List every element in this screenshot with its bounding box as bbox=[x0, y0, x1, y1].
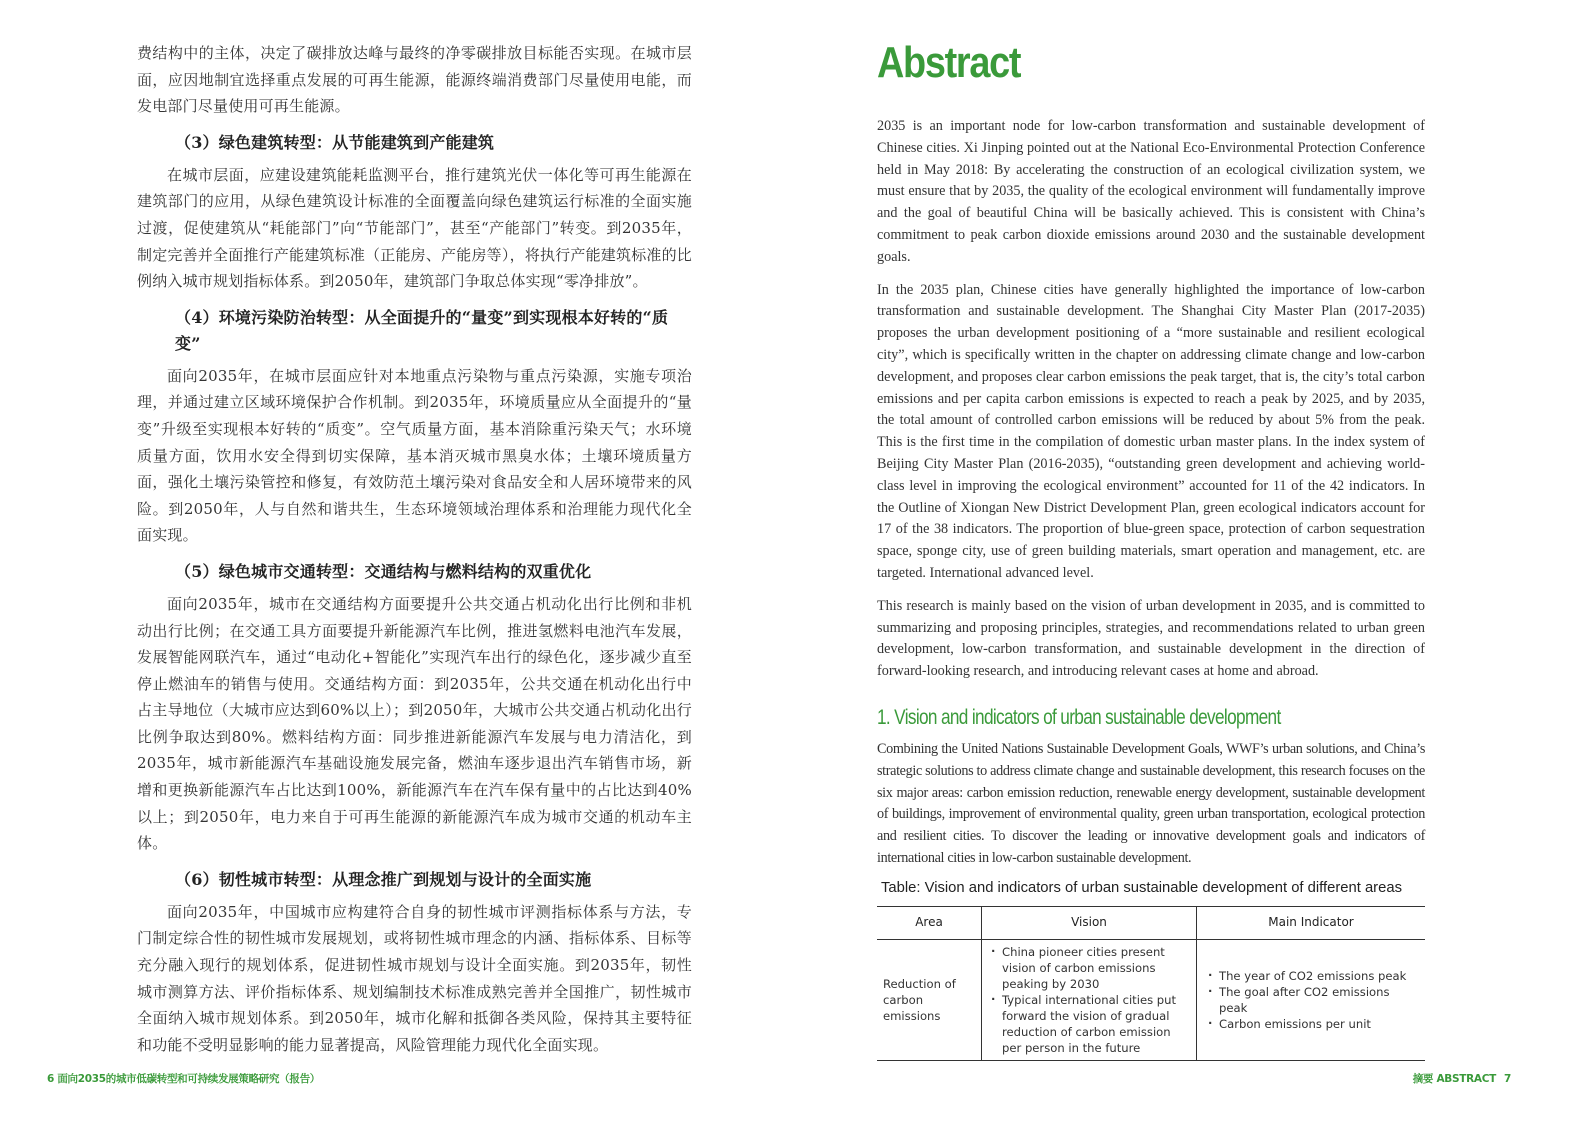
indicator-bullet: · The goal after CO2 emissions peak bbox=[1203, 984, 1419, 1016]
right-page bbox=[794, 0, 1587, 1122]
section-heading-vision-indicators: 1. Vision and indicators of urban sustainable development bbox=[877, 705, 1281, 729]
table-header-main-indicator: Main Indicator bbox=[1197, 906, 1426, 939]
vision-bullet: · China pioneer cities present vision of carbon emissions peaking by 2030 bbox=[986, 944, 1190, 992]
section-heading-pollution-control: （4）环境污染防治转型：从全面提升的“量变”到实现根本好转的“质变” bbox=[175, 307, 669, 353]
footer-right-running-title bbox=[1413, 1071, 1511, 1086]
abstract-paragraph: 2035 is an important node for low-carbon transformation and sustainable development of Chinese cities. Xi Jinping pointed out at the National Eco-Environmental Protection Conference held in May 2018: By accelerating the construction of an ecological civilization system, we must ensure that by 2035, the quality of the ecological environment will fundamentally improve and the goal of beautiful China will be basically achieved. This is consistent with China’s commitment to peak carbon dioxide emissions around 2030 and the sustainable development goals. bbox=[877, 118, 1425, 265]
table-header-area: Area bbox=[877, 906, 982, 939]
abstract-paragraph: In the 2035 plan, Chinese cities have generally highlighted the importance of low-carbon transformation and sustainable development. The Shanghai City Master Plan (2017-2035) proposes the urban development positioning of a “more sustainable and resilient ecological city”, which is specifically written in the chapter on addressing climate change and low-carbon development, and proposes clear carbon emissions the peak target, that is, the city’s total carbon emissions and per capita carbon emissions is expected to reach a peak by 2025, and by 2035, the total amount of controlled carbon emissions will be reduced by about 5% from the peak. This is the first time in the compilation of domestic urban master plans. In the index system of Beijing City Master Plan (2016-2035), “outstanding green development and achieving world-class level in improving the ecological environment” accounted for 11 of the 42 indicators. In the Outline of Xiongan New District Development Plan, green ecological indicators account for 17 of the 38 indicators. The proportion of blue-green space, protection of carbon sequestration space, sponge city, use of green building materials, smart operation and management, etc. are targeted. International advanced level. bbox=[877, 281, 1425, 581]
table-row bbox=[877, 939, 1425, 1060]
table-caption: Table: Vision and indicators of urban sustainable development of different areas bbox=[881, 879, 1402, 896]
right-body-column bbox=[877, 116, 1425, 1061]
table-header-row bbox=[877, 906, 1425, 939]
indicator-bullet: · Carbon emissions per unit bbox=[1203, 1016, 1419, 1032]
section-body-green-building: 在城市层面，应建设建筑能耗监测平台，推行建筑光伏一体化等可再生能源在建筑部门的应用，从绿色建筑设计标准的全面覆盖向绿色建筑运行标准的全面实施过渡，促使建筑从“耗能部门”向“节能部门”，甚至“产能部门”转变。到2035年，制定完善并全面推行产能建筑标准（正能房、产能房等），将执行产能建筑标准的比例纳入城市规划指标体系。到2050年，建筑部门争取总体实现“零净排放”。 bbox=[137, 165, 692, 291]
indicators-table bbox=[877, 906, 1425, 1061]
section-paragraph: Combining the United Nations Sustainable Development Goals, WWF’s urban solutions, and China’s strategic solutions to address climate change and sustainable development, this research focuses on the six major areas: carbon emission reduction, renewable energy development, sustainable development of buildings, improvement of environmental quality, green urban transportation, ecological protection and resilient cities. To discover the leading or innovative development goals and indicators of international cities in low-carbon sustainable development. bbox=[877, 740, 1425, 866]
footer-left-running-title: 6 面向2035的城市低碳转型和可持续发展策略研究（报告） bbox=[47, 1073, 320, 1085]
page-number: 7 bbox=[1503, 1073, 1511, 1085]
abstract-title: Abstract bbox=[877, 38, 1021, 87]
section-heading-green-transport: （5）绿色城市交通转型：交通结构与燃料结构的双重优化 bbox=[175, 561, 592, 581]
vision-bullet: · Typical international cities put forward the vision of gradual reduction of carbon emission per person in the future bbox=[986, 992, 1190, 1056]
footer-section-label: 摘要 ABSTRACT bbox=[1412, 1073, 1496, 1085]
left-body-column bbox=[137, 40, 692, 1058]
table-cell-vision bbox=[982, 939, 1197, 1060]
intro-paragraph: 费结构中的主体，决定了碳排放达峰与最终的净零碳排放目标能否实现。在城市层面，应因地制宜选择重点发展的可再生能源，能源终端消费部门尽量使用电能，而发电部门尽量使用可再生能源。 bbox=[137, 44, 692, 116]
indicator-bullet: · The year of CO2 emissions peak bbox=[1203, 968, 1419, 984]
left-page bbox=[0, 0, 793, 1122]
abstract-paragraph: This research is mainly based on the vision of urban development in 2035, and is committed to summarizing and proposing principles, strategies, and recommendations related to urban green development, low-carbon transformation, and sustainable development in the direction of forward-looking research, and introducing relevant cases at home and abroad. bbox=[877, 597, 1425, 680]
vision-list bbox=[986, 944, 1190, 1056]
section-heading-resilient-city: （6）韧性城市转型：从理念推广到规划与设计的全面实施 bbox=[175, 869, 592, 889]
section-body-green-transport: 面向2035年，城市在交通结构方面要提升公共交通占机动化出行比例和非机动出行比例；在交通工具方面要提升新能源汽车比例，推进氢燃料电池汽车发展，发展智能网联汽车，通过“电动化+智能化”实现汽车出行的绿色化，逐步减少直至停止燃油车的销售与使用。交通结构方面：到2035年，公共交通在机动化出行中占主导地位（大城市应达到60%以上）；到2050年，大城市公共交通占机动化出行比例争取达到80%。燃料结构方面：同步推进新能源汽车发展与电力清洁化，到2035年，城市新能源汽车基础设施发展完备，燃油车逐步退出汽车销售市场，新增和更换新能源汽车占比达到100%，新能源汽车在汽车保有量中的占比达到40%以上；到2050年，电力来自于可再生能源的新能源汽车成为城市交通的机动车主体。 bbox=[137, 594, 692, 853]
section-body-pollution-control: 面向2035年，在城市层面应针对本地重点污染物与重点污染源，实施专项治理，并通过建立区域环境保护合作机制。到2035年，环境质量应从全面提升的“量变”升级至实现根本好转的“质变”。空气质量方面，基本消除重污染天气；水环境质量方面，饮用水安全得到切实保障，基本消灭城市黑臭水体；土壤环境质量方面，强化土壤污染管控和修复，有效防范土壤污染对食品安全和人居环境带来的风险。到2050年，人与自然和谐共生，生态环境领域治理体系和治理能力现代化全面实现。 bbox=[137, 366, 692, 545]
table-header-vision: Vision bbox=[982, 906, 1197, 939]
section-heading-green-building: （3）绿色建筑转型：从节能建筑到产能建筑 bbox=[175, 132, 495, 152]
indicator-list bbox=[1203, 968, 1419, 1032]
section-body-resilient-city: 面向2035年，中国城市应构建符合自身的韧性城市评测指标体系与方法，专门制定综合性的韧性城市发展规划，或将韧性城市理念的内涵、指标体系、目标等充分融入现行的规划体系，促进韧性城市规划与设计全面实施。到2035年，韧性城市测算方法、评价指标体系、规划编制技术标准成熟完善并全国推广，韧性城市全面纳入城市规划体系。到2050年，城市化解和抵御各类风险，保持其主要特征和功能不受明显影响的能力显著提高，风险管理能力现代化全面实现。 bbox=[137, 902, 692, 1054]
table-cell-area: Reduction of carbon emissions bbox=[883, 976, 956, 1023]
table-cell-main-indicator bbox=[1197, 939, 1426, 1060]
